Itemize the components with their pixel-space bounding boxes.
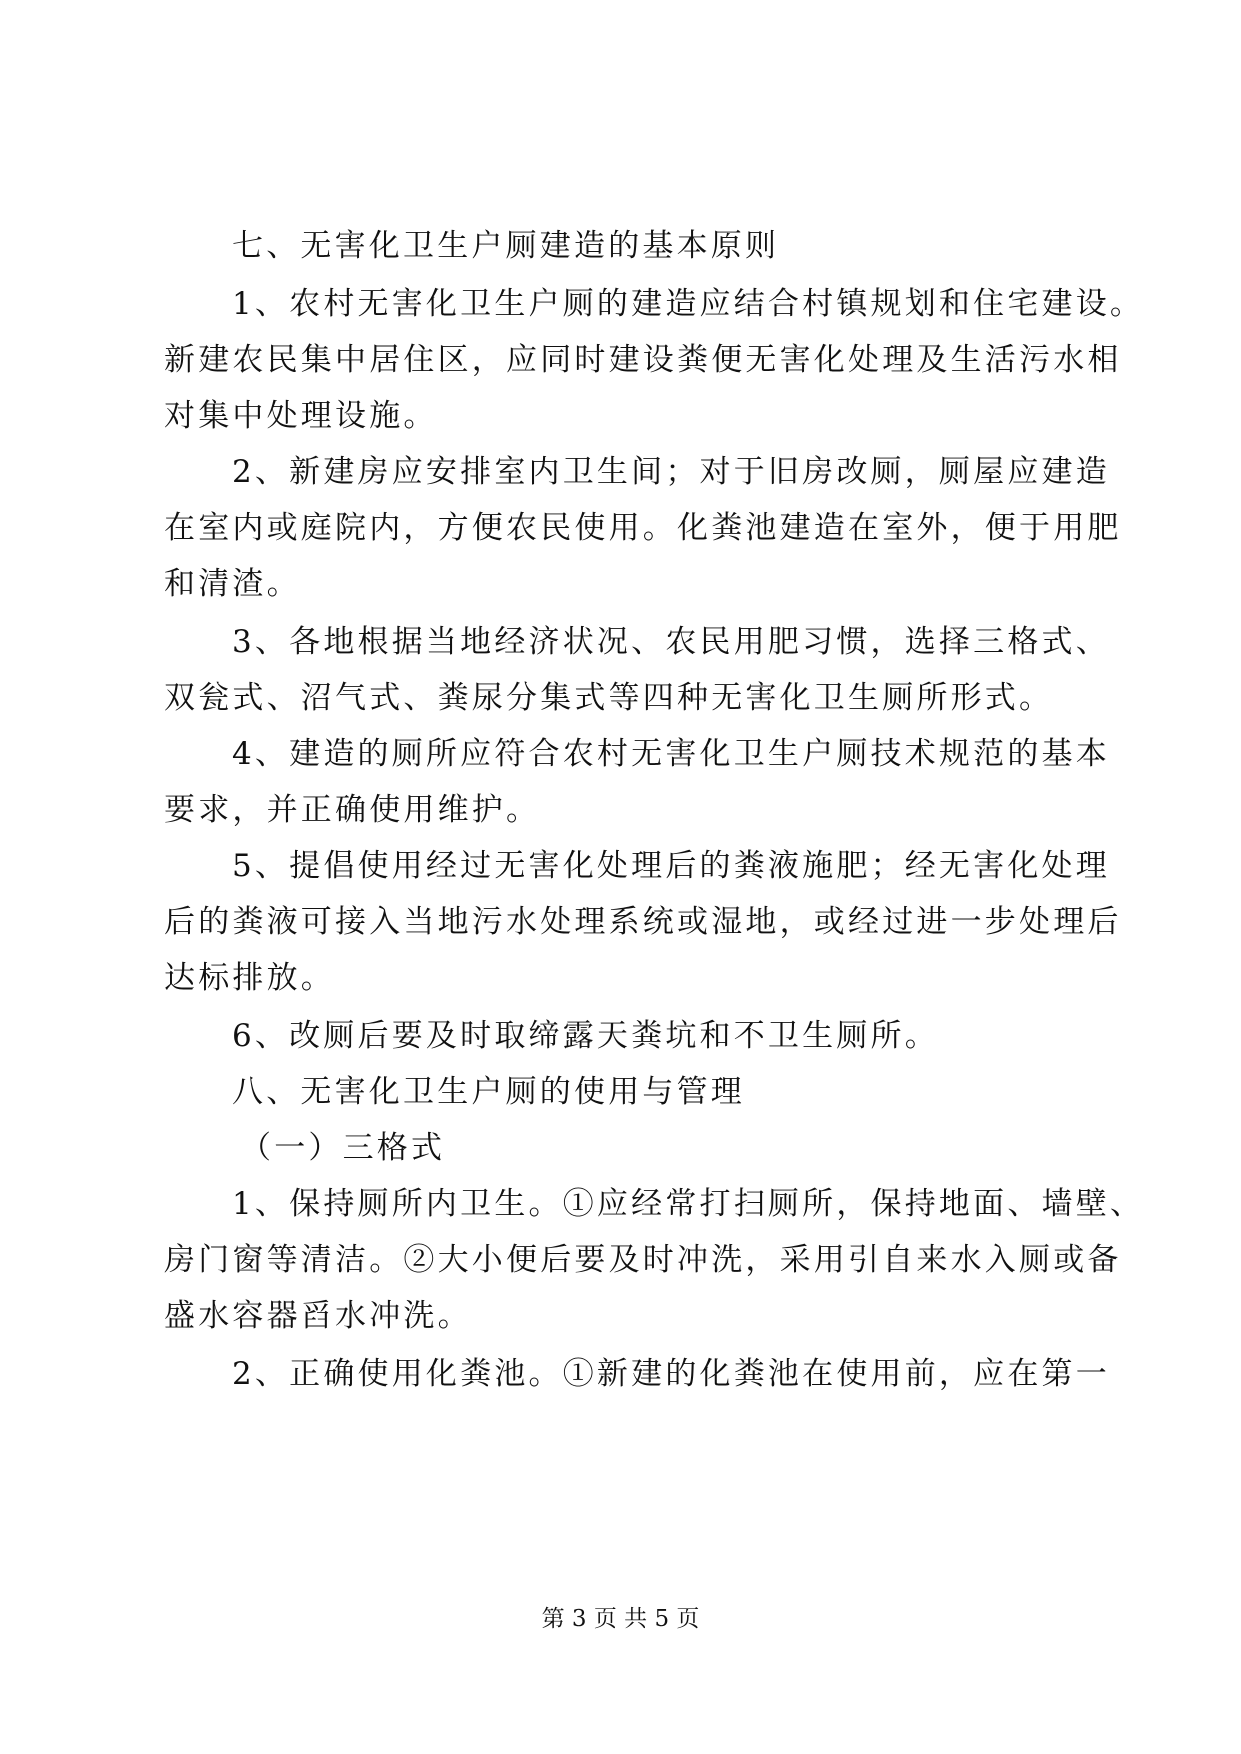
paragraph-line: 新建农民集中居住区，应同时建设粪便无害化处理及生活污水相 (164, 342, 1122, 378)
paragraph-line: 达标排放。 (164, 960, 335, 996)
section-heading-7: 七、无害化卫生户厕建造的基本原则 (232, 228, 780, 264)
paragraph-line: 6、改厕后要及时取缔露天粪坑和不卫生厕所。 (232, 1018, 939, 1054)
paragraph-line: 3、各地根据当地经济状况、农民用肥习惯，选择三格式、 (232, 624, 1110, 660)
section-heading-8: 八、无害化卫生户厕的使用与管理 (232, 1074, 745, 1110)
page-number-footer: 第 3 页 共 5 页 (541, 1606, 700, 1632)
paragraph-line: 4、建造的厕所应符合农村无害化卫生户厕技术规范的基本 (232, 736, 1110, 772)
subsection-heading: （一）三格式 (240, 1130, 446, 1166)
paragraph-line: 2、新建房应安排室内卫生间；对于旧房改厕，厕屋应建造 (232, 454, 1110, 490)
paragraph-line: 要求，并正确使用维护。 (164, 792, 541, 828)
paragraph-line: 在室内或庭院内，方便农民使用。化粪池建造在室外，便于用肥 (164, 510, 1122, 546)
paragraph-line: 1、保持厕所内卫生。①应经常打扫厕所，保持地面、墙壁、 (232, 1186, 1145, 1222)
paragraph-line: 对集中处理设施。 (164, 398, 438, 434)
paragraph-line: 5、提倡使用经过无害化处理后的粪液施肥；经无害化处理 (232, 848, 1110, 884)
paragraph-line: 1、农村无害化卫生户厕的建造应结合村镇规划和住宅建设。 (232, 286, 1145, 322)
paragraph-line: 后的粪液可接入当地污水处理系统或湿地，或经过进一步处理后 (164, 904, 1122, 940)
paragraph-line: 双瓮式、沼气式、粪尿分集式等四种无害化卫生厕所形式。 (164, 680, 1054, 716)
paragraph-line: 房门窗等清洁。②大小便后要及时冲洗，采用引自来水入厕或备 (164, 1242, 1122, 1278)
paragraph-line: 2、正确使用化粪池。①新建的化粪池在使用前，应在第一 (232, 1356, 1110, 1392)
paragraph-line: 和清渣。 (164, 566, 301, 602)
paragraph-line: 盛水容器舀水冲洗。 (164, 1298, 472, 1334)
